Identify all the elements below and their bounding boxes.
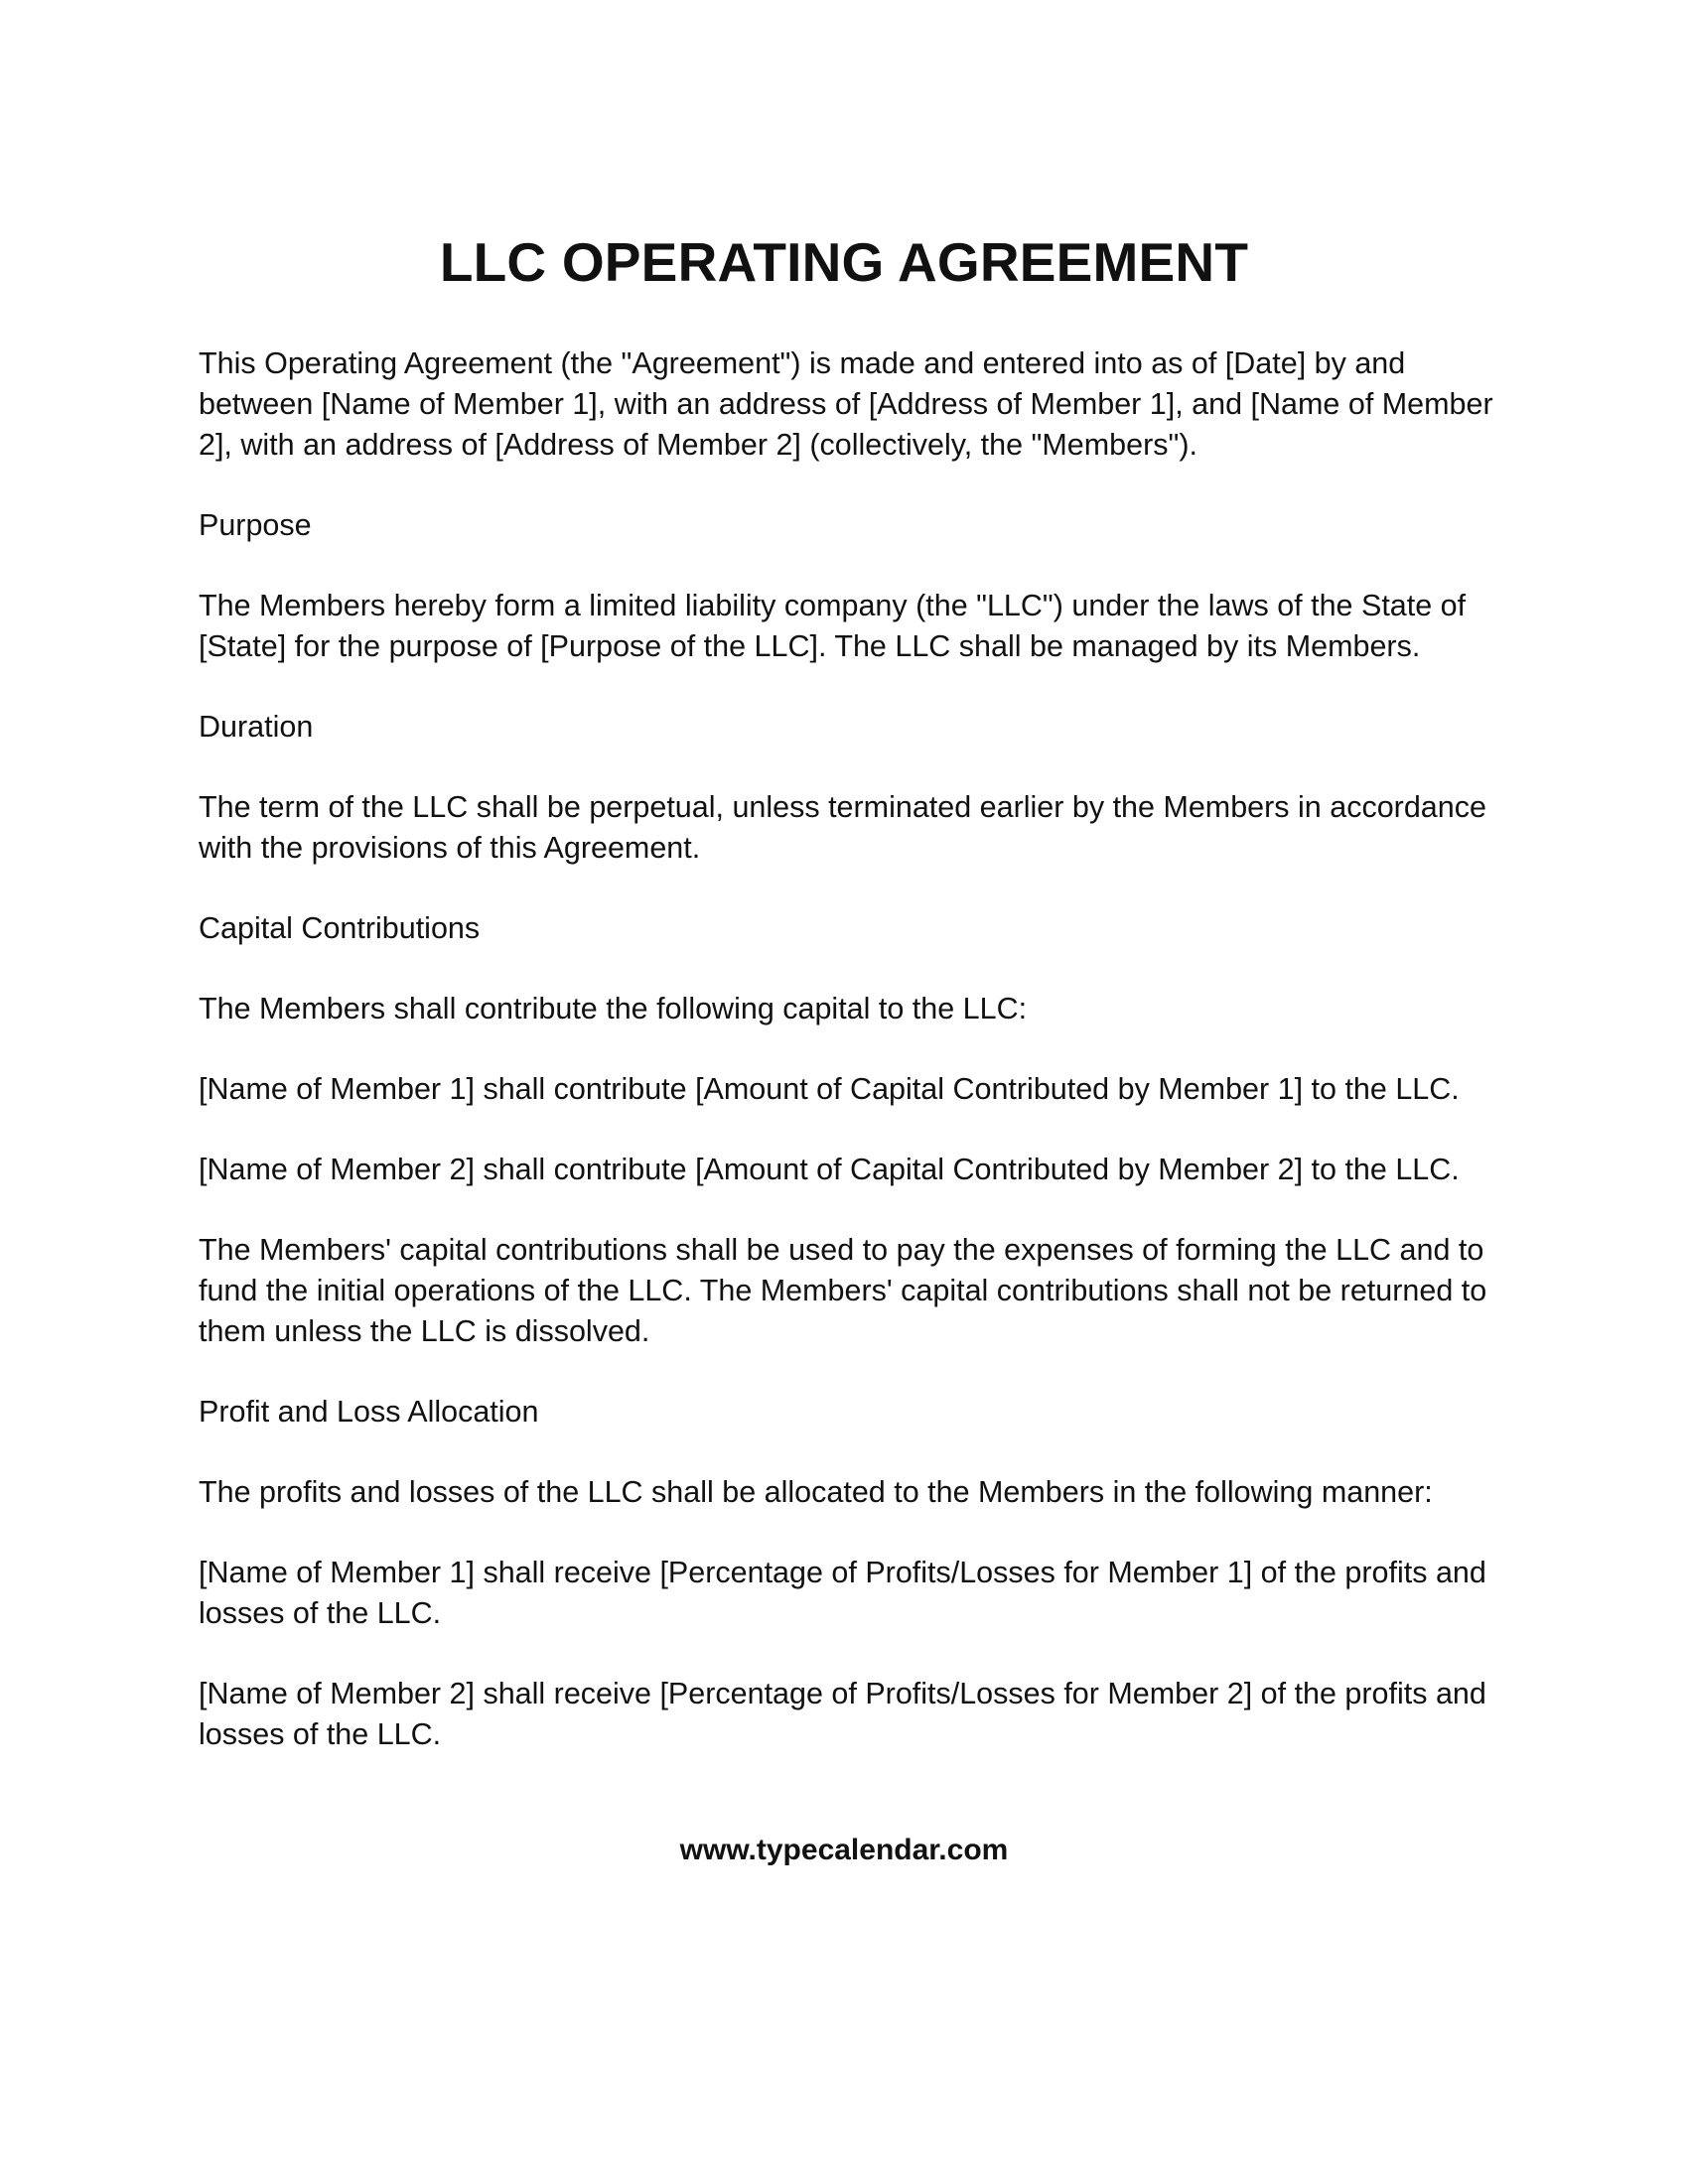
section-heading-duration: Duration [199,710,314,744]
capital-use-paragraph: The Members' capital contributions shall be used to pay the expenses of forming the LLC and to fund the initial operations of the LLC. The Members' capital contributions shall not be returned to them unless the LLC is dissolved. [199,1233,1487,1348]
intro-paragraph: This Operating Agreement (the "Agreement") is made and entered into as of [Date] by and between [Name of Member 1], with an address of [Address of Member 1], and [Name of Member 2], with an address of [Address of Member 2] (collectively, the "Members"). [199,346,1493,462]
allocation-lead-paragraph: The profits and losses of the LLC shall be allocated to the Members in the following manner: [199,1475,1433,1509]
purpose-paragraph: The Members hereby form a limited liability company (the "LLC") under the laws of the State of [State] for the purpose of [Purpose of the LLC]. The LLC shall be managed by its Members. [199,589,1467,663]
capital-member-2-paragraph: [Name of Member 2] shall contribute [Amount of Capital Contributed by Member 2] to the LLC. [199,1153,1460,1186]
allocation-member-1-paragraph: [Name of Member 1] shall receive [Percentage of Profits/Losses for Member 1] of the profits and losses of the LLC. [199,1556,1486,1630]
document-body [199,343,1499,1795]
allocation-member-2-paragraph: [Name of Member 2] shall receive [Percentage of Profits/Losses for Member 2] of the profits and losses of the LLC. [199,1677,1486,1751]
capital-lead-paragraph: The Members shall contribute the following capital to the LLC: [199,992,1028,1025]
section-heading-profit-loss: Profit and Loss Allocation [199,1395,539,1429]
capital-member-1-paragraph: [Name of Member 1] shall contribute [Amount of Capital Contributed by Member 1] to the LLC. [199,1072,1460,1106]
section-heading-purpose: Purpose [199,508,312,542]
footer-website: www.typecalendar.com [679,1834,1009,1866]
document-title: LLC OPERATING AGREEMENT [439,231,1249,293]
section-heading-capital-contributions: Capital Contributions [199,911,481,945]
duration-paragraph: The term of the LLC shall be perpetual, unless terminated earlier by the Members in accordance with the provisions of this Agreement. [199,790,1486,865]
